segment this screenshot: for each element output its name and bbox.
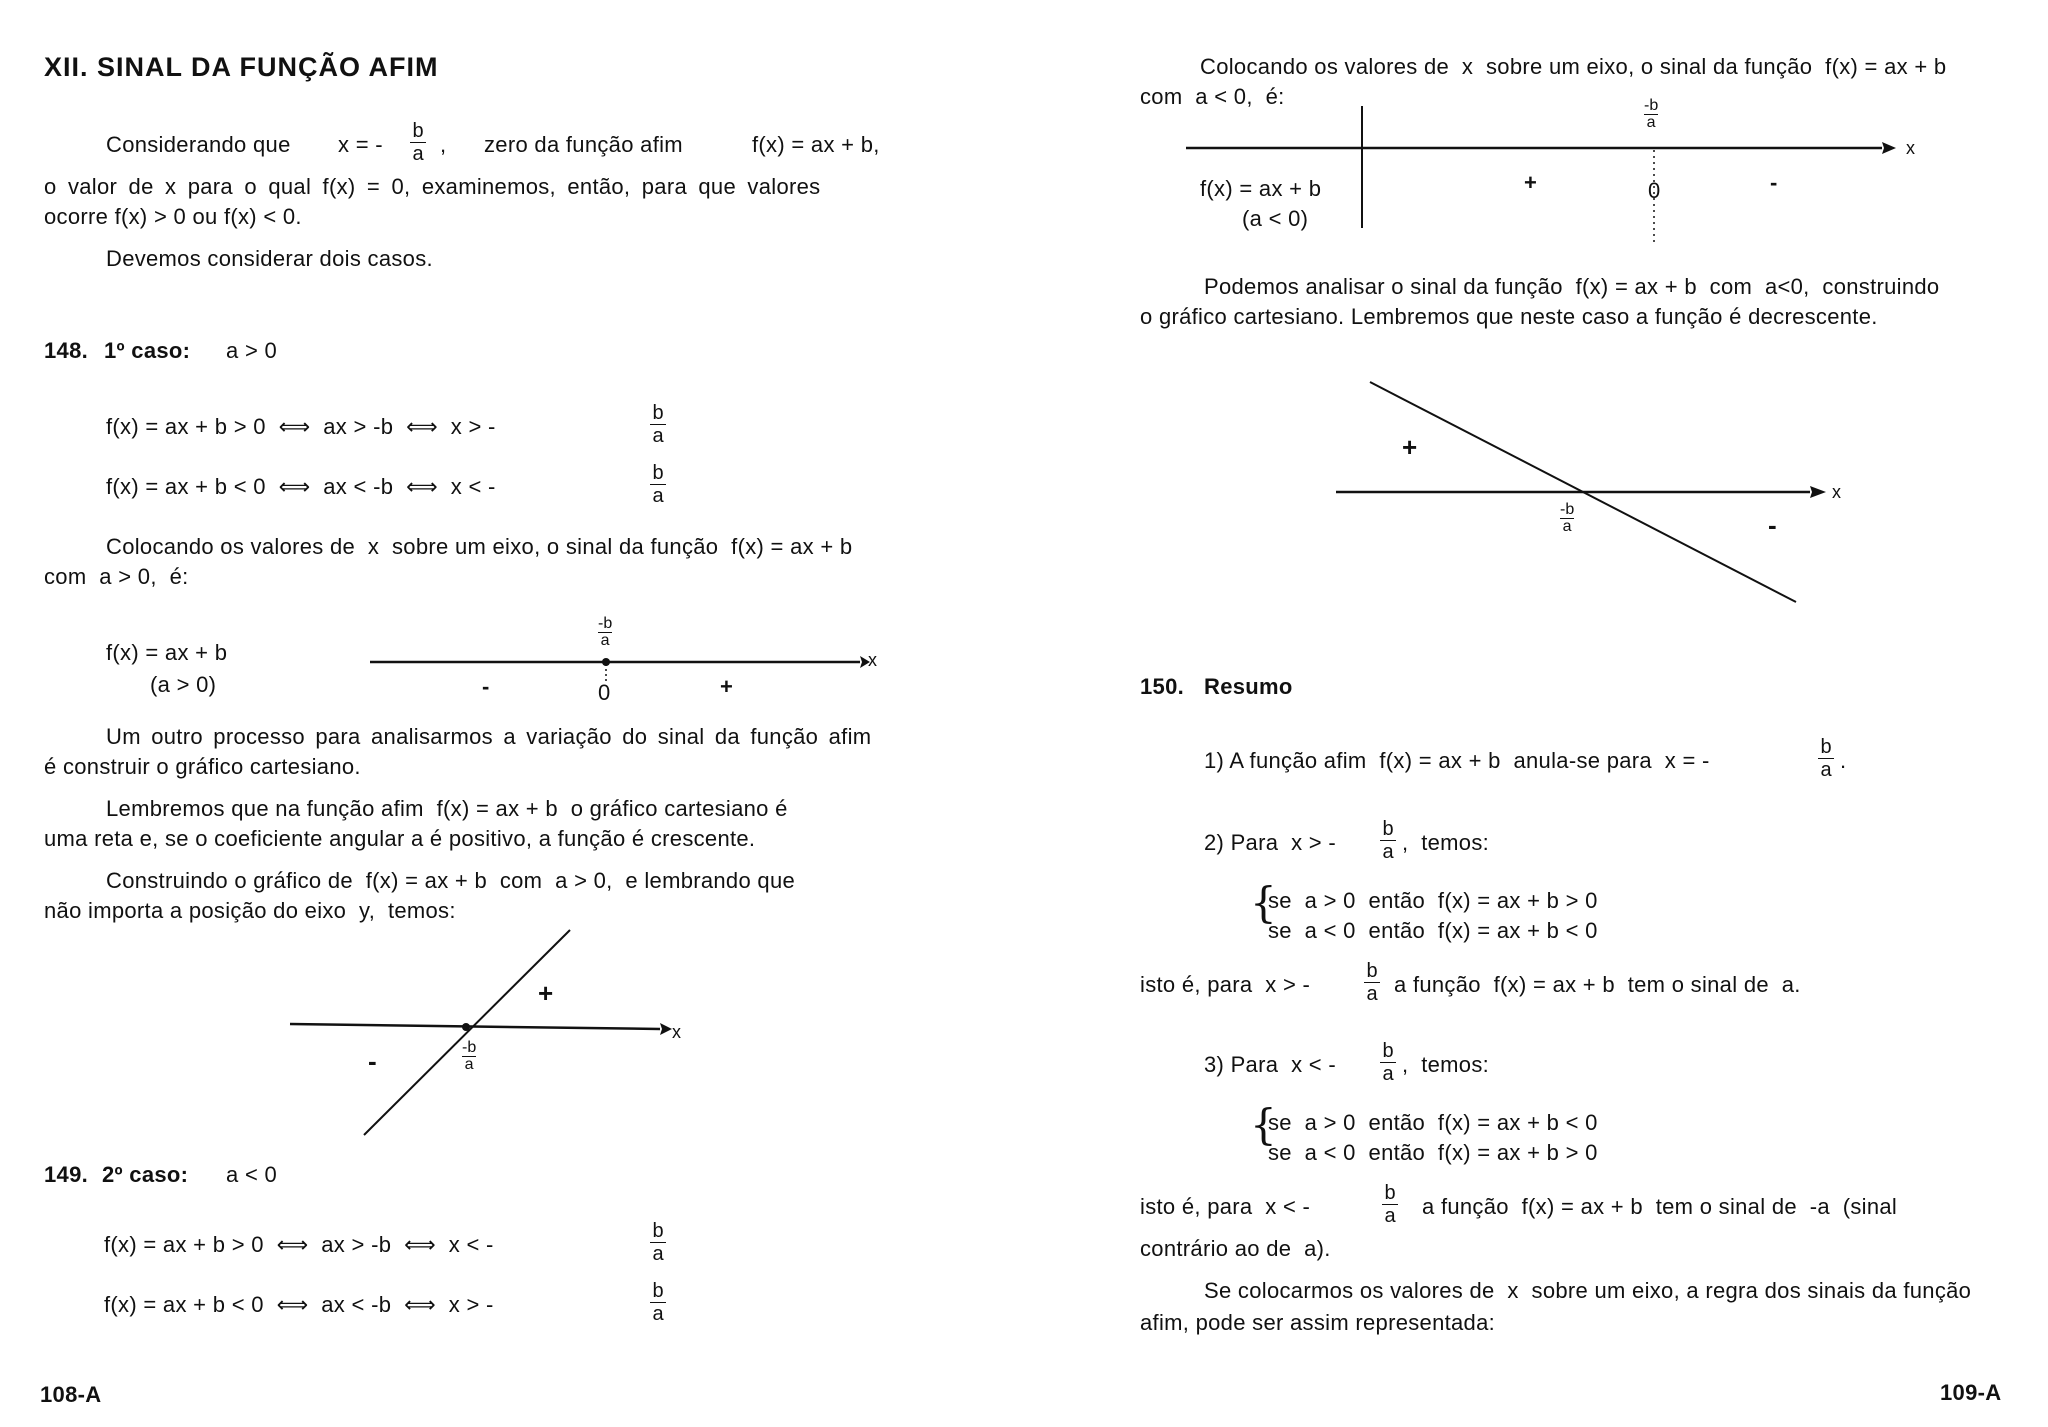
paragraph: com a < 0, é: — [1140, 84, 1285, 109]
paragraph: Se colocarmos os valores de x sobre um eixo, a regra dos sinais da função — [1204, 1278, 1972, 1303]
summary-conclusion: a função f(x) = ax + b tem o sinal de a. — [1394, 972, 1801, 997]
page-number: 108-A — [40, 1382, 102, 1407]
paragraph: não importa a posição do eixo y, temos: — [44, 898, 456, 923]
fraction: b a — [650, 462, 666, 507]
fraction: b a — [1364, 960, 1380, 1005]
section-title: XII. SINAL DA FUNÇÃO AFIM — [44, 52, 439, 82]
section-label: Resumo — [1204, 674, 1293, 699]
summary-conclusion: contrário ao de a). — [1140, 1236, 1331, 1261]
paragraph: Podemos analisar o sinal da função f(x) = ax + b com a<0, construindo — [1204, 274, 1940, 299]
summary-item-end: , temos: — [1402, 1052, 1490, 1077]
fraction: b a — [410, 120, 426, 165]
equation: f(x) = ax + b > 0 ⟺ ax > -b ⟺ x > - — [106, 414, 496, 439]
graph-minus: - — [1768, 510, 1777, 540]
graph-minus: - — [368, 1046, 377, 1076]
sign-axis-a-positive — [370, 640, 870, 700]
paragraph: Colocando os valores de x sobre um eixo, o sinal da função f(x) = ax + b — [106, 534, 853, 559]
equation: f(x) = ax + b < 0 ⟺ ax < -b ⟺ x < - — [106, 474, 496, 499]
paragraph: Lembremos que na função afim f(x) = ax + b o gráfico cartesiano é — [106, 796, 788, 821]
section-number: 150. — [1140, 674, 1185, 699]
sign-zero: 0 — [1648, 178, 1661, 203]
paragraph: com a > 0, é: — [44, 564, 189, 589]
graph-plus: + — [1402, 432, 1418, 462]
equation: f(x) = ax + b > 0 ⟺ ax > -b ⟺ x < - — [104, 1232, 494, 1257]
axis-x-label: x — [868, 650, 877, 670]
summary-case: se a < 0 então f(x) = ax + b > 0 — [1268, 1140, 1598, 1165]
fraction: b a — [1818, 736, 1834, 781]
right-page — [1110, 0, 2048, 1427]
root-fraction: -b a — [462, 1039, 477, 1073]
paragraph: Um outro processo para analisarmos a variação do sinal da função afim — [106, 724, 872, 749]
sign-minus: - — [482, 674, 490, 699]
graph-decreasing — [1336, 380, 1936, 610]
paragraph: Colocando os valores de x sobre um eixo, o sinal da função f(x) = ax + b — [1200, 54, 1947, 79]
summary-item: 2) Para x > - — [1204, 830, 1336, 855]
summary-case: se a > 0 então f(x) = ax + b < 0 — [1268, 1110, 1598, 1135]
intro-text: ocorre f(x) > 0 ou f(x) < 0. — [44, 204, 302, 229]
root-fraction: -b a — [1560, 501, 1575, 535]
intro-text: Devemos considerar dois casos. — [106, 246, 433, 271]
intro-text: o valor de x para o qual f(x) = 0, examinemos, então, para que valores — [44, 174, 821, 199]
paragraph: Construindo o gráfico de f(x) = ax + b com a > 0, e lembrando que — [106, 868, 796, 893]
case-label: 1º caso: — [104, 338, 191, 363]
case-condition: a < 0 — [226, 1162, 278, 1187]
graph-increasing — [290, 930, 690, 1140]
equation: f(x) = ax + b < 0 ⟺ ax < -b ⟺ x > - — [104, 1292, 494, 1317]
summary-case: se a < 0 então f(x) = ax + b < 0 — [1268, 918, 1598, 943]
paragraph: uma reta e, se o coeficiente angular a é positivo, a função é crescente. — [44, 826, 756, 851]
intro-text: f(x) = ax + b, — [752, 132, 880, 157]
sign-zero: 0 — [598, 680, 611, 705]
intro-text: x = - — [338, 132, 383, 157]
sign-plus: + — [720, 674, 734, 699]
fraction: b a — [1380, 818, 1396, 863]
summary-item: 1) A função afim f(x) = ax + b anula-se para x = - — [1204, 748, 1710, 773]
graph-plus: + — [538, 978, 554, 1008]
page-number: 109-A — [1940, 1380, 2002, 1405]
fraction: b a — [650, 1280, 666, 1325]
axis-x-label: x — [1906, 138, 1915, 158]
intro-text: Considerando que — [106, 132, 291, 157]
paragraph: afim, pode ser assim representada: — [1140, 1310, 1496, 1335]
root-fraction: -b a — [1644, 97, 1659, 131]
summary-case: se a > 0 então f(x) = ax + b > 0 — [1268, 888, 1598, 913]
graph-x-label: x — [1832, 482, 1841, 502]
axis-condition-label: (a > 0) — [150, 672, 217, 697]
summary-conclusion: isto é, para x > - — [1140, 972, 1311, 997]
summary-conclusion: isto é, para x < - — [1140, 1194, 1311, 1219]
punctuation: . — [1840, 748, 1847, 773]
graph-x-label: x — [672, 1022, 681, 1042]
fraction: b a — [1380, 1040, 1396, 1085]
sign-plus: + — [1524, 170, 1538, 195]
sign-minus: - — [1770, 170, 1778, 195]
left-page: XII. SINAL DA FUNÇÃO AFIM Considerando que x = - b a , zero da função afim f(x) = ax + b, o valor de x para o qual f(x) = 0, examinemos, então, para que valores ocorre f(x) > 0 ou f(x) < 0. Devemos considerar dois casos. 148. 1º caso: a > 0 f(x) = ax + b > 0 ⟺ ax > -b ⟺ x > - b a f(x) = ax + b < 0 ⟺ ax < -b ⟺ x < - b a Colocando os valores de x sobre um eixo, o sinal da função f(x) = ax + b com a > 0, é: f(x) = ax + b (a > 0) -b a - 0 + x Um outro processo para analisarmos a variação do sinal da função afim é construir o gráfico cartesiano. Lembremos que na função afim f(x) = ax + b o gráfico cartesiano é uma reta e, se o coeficiente angular a é positivo, a função é crescente. Construindo o gráfico de f(x) = ax + b com a > 0, e lembrando que não importa a posição do eixo y, temos: + - x -b a 149. 2º caso: a < 0 f(x) = ax + b > 0 ⟺ ax > -b ⟺ x < - b a f(x) = ax + b < 0 ⟺ ax < -b ⟺ x > - b a 108-A — [40, 52, 880, 1407]
summary-item-end: , temos: — [1402, 830, 1490, 855]
brace-icon: { — [1250, 1100, 1277, 1149]
fraction: b a — [650, 1220, 666, 1265]
case-number: 148. — [44, 338, 89, 363]
axis-function-label: f(x) = ax + b — [106, 640, 228, 665]
case-label: 2º caso: — [102, 1162, 189, 1187]
paragraph: é construir o gráfico cartesiano. — [44, 754, 361, 779]
fraction: b a — [1382, 1182, 1398, 1227]
case-condition: a > 0 — [226, 338, 278, 363]
axis-condition-label: (a < 0) — [1242, 206, 1309, 231]
intro-text: zero da função afim — [484, 132, 683, 157]
axis-function-label: f(x) = ax + b — [1200, 176, 1322, 201]
paragraph: o gráfico cartesiano. Lembremos que neste caso a função é decrescente. — [1140, 304, 1878, 329]
summary-conclusion: a função f(x) = ax + b tem o sinal de -a (sinal — [1422, 1194, 1898, 1219]
summary-item: 3) Para x < - — [1204, 1052, 1336, 1077]
brace-icon: { — [1250, 878, 1277, 927]
root-fraction: -b a — [598, 615, 613, 649]
fraction: b a — [650, 402, 666, 447]
case-number: 149. — [44, 1162, 89, 1187]
